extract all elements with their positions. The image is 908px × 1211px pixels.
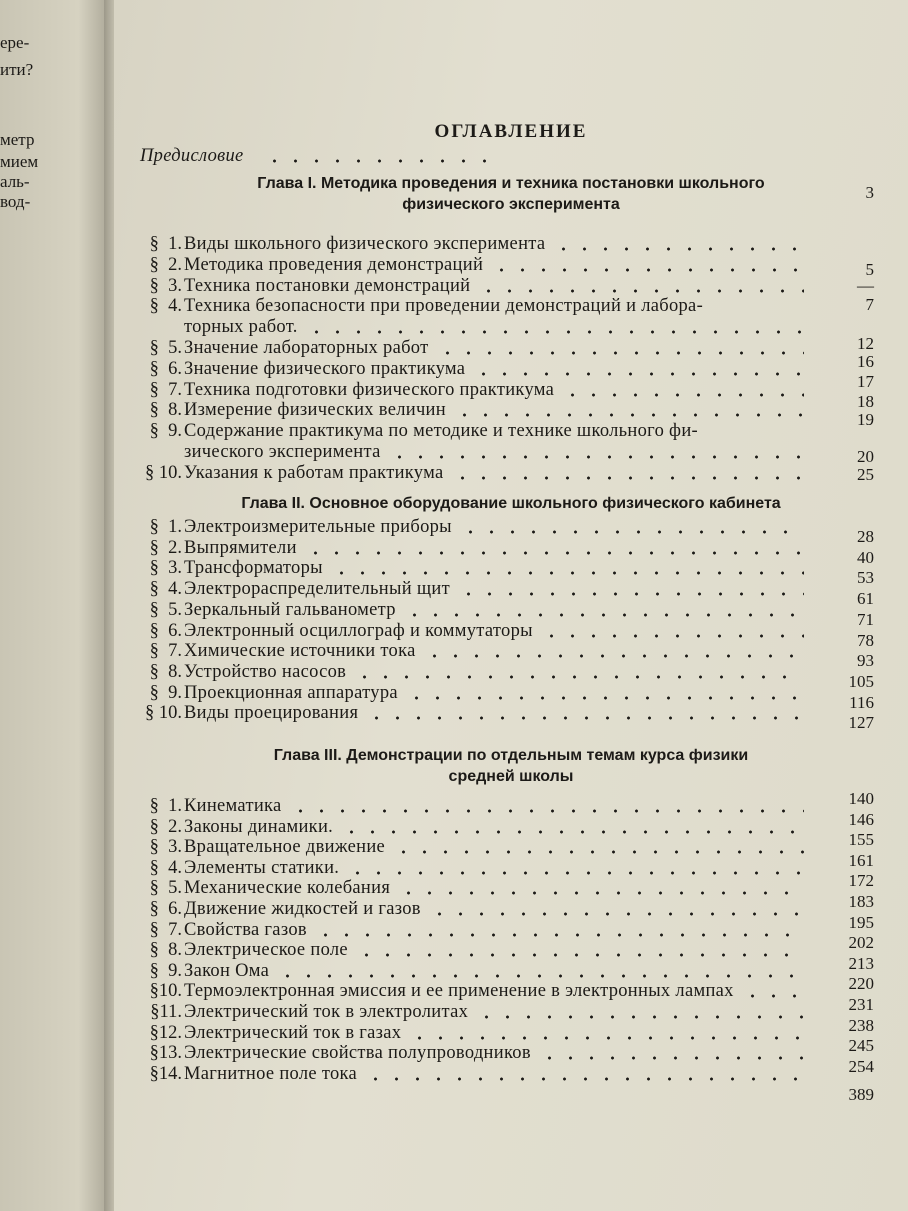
- section-title: Вращательное движение: [184, 837, 386, 858]
- section-title: Свойства газов: [184, 919, 307, 940]
- section-title: Магнитное поле тока: [184, 1063, 358, 1084]
- section-title: Техника подготовки физического практикума: [184, 379, 555, 400]
- page-number: 389: [848, 1085, 874, 1104]
- page-ref: 238: [848, 1015, 874, 1035]
- page-ref: 127: [848, 713, 874, 733]
- section-number: § 2.: [149, 816, 182, 837]
- section-title: Элементы статики.: [184, 857, 340, 878]
- page-ref: 71: [857, 609, 874, 629]
- section-number: § 1.: [149, 796, 182, 816]
- leader-dots: [476, 1002, 804, 1022]
- toc-row: [114, 276, 908, 296]
- toc-row: [114, 961, 908, 981]
- left-page-text: вод-: [0, 192, 31, 211]
- leader-dots: [331, 558, 804, 578]
- chapter-2-title: Глава II. Основное оборудование школьного физического кабинета: [241, 495, 781, 512]
- left-page-text: мием: [0, 152, 39, 171]
- toc-row: [114, 296, 908, 316]
- page-ref: 202: [848, 933, 874, 953]
- leader-dots: [458, 579, 804, 599]
- leader-dots: [264, 146, 504, 166]
- page-ref: 231: [848, 995, 874, 1014]
- section-title: Химические источники тока: [184, 641, 416, 662]
- toc-row: [114, 380, 908, 400]
- toc-row: [114, 621, 908, 641]
- page-ref: 105: [848, 671, 874, 691]
- leader-dots: [347, 858, 804, 878]
- chapter-3-title: Глава III. Демонстрации по отдельным темам курса физики: [273, 747, 749, 764]
- page-ref: 245: [848, 1036, 874, 1056]
- section-number: § 8.: [149, 940, 182, 961]
- section-title: Измерение физических величин: [184, 400, 446, 421]
- chapter-2-heading: [114, 493, 908, 514]
- leader-dots: [306, 317, 804, 337]
- toc-row: [114, 662, 908, 682]
- section-title: Электрическое поле: [184, 940, 348, 961]
- toc-row: [114, 421, 908, 441]
- page-ref: 12: [857, 334, 874, 353]
- leader-dots: [424, 641, 804, 661]
- section-number: § 10.: [145, 462, 182, 483]
- section-number: § 3.: [149, 275, 182, 296]
- section-title: Методика проведения демонстраций: [184, 254, 484, 275]
- section-number: § 7.: [149, 641, 182, 662]
- section-number: § 7.: [149, 919, 182, 940]
- section-title: Кинематика: [184, 796, 282, 816]
- section-number: § 4.: [149, 579, 182, 600]
- leader-dots: [478, 276, 804, 296]
- left-page-text: аль-: [0, 172, 30, 191]
- page-ref: 17: [857, 372, 874, 391]
- toc-row: [114, 703, 908, 723]
- section-title: Проекционная аппаратура: [184, 682, 398, 703]
- toc-row: [114, 463, 908, 483]
- section-number: § 2.: [149, 254, 182, 275]
- section-title: Техника постановки демонстраций: [184, 275, 471, 296]
- toc-row: [114, 579, 908, 599]
- leader-dots: [539, 1043, 804, 1063]
- toc-row: [114, 338, 908, 358]
- leader-dots: [473, 359, 804, 379]
- leader-dots: [341, 817, 804, 837]
- section-title: Движение жидкостей и газов: [184, 899, 421, 919]
- section-title: Значение физического практикума: [184, 358, 466, 379]
- section-number: § 2.: [149, 537, 182, 558]
- page-ref: 5: [865, 260, 874, 279]
- toc-row: [114, 641, 908, 661]
- toc-row: [114, 1023, 908, 1043]
- section-title: Трансформаторы: [184, 558, 323, 579]
- page-ref: 195: [848, 912, 874, 932]
- page-ref: 19: [857, 410, 874, 429]
- leader-dots: [393, 837, 804, 857]
- page-ref: 93: [857, 651, 874, 671]
- leader-dots: [429, 899, 804, 919]
- chapter-3-title-cont: средней школы: [448, 768, 574, 785]
- toc-row: [114, 400, 908, 420]
- toc-row: [114, 1043, 908, 1063]
- leader-dots: [406, 683, 804, 703]
- page-ref: 78: [857, 630, 874, 650]
- leader-dots: [305, 538, 804, 558]
- toc-row: [114, 837, 908, 857]
- left-page-text: ити?: [0, 60, 34, 79]
- toc-row: [114, 517, 908, 537]
- section-title: Электроизмерительные приборы: [184, 517, 452, 537]
- page-ref: 172: [848, 871, 874, 891]
- toc-row: [114, 817, 908, 837]
- toc-row: [114, 878, 908, 898]
- page-ref: 161: [848, 850, 874, 870]
- section-title: торных работ.: [184, 317, 298, 338]
- chapter-3-heading: [114, 745, 908, 787]
- toc-row: [114, 899, 908, 919]
- toc-row: [114, 920, 908, 940]
- section-number: §10.: [149, 981, 182, 1002]
- toc-row: [114, 683, 908, 703]
- page-ref: 25: [857, 465, 874, 484]
- page-ref: 220: [848, 974, 874, 994]
- toc-row: [114, 442, 908, 462]
- section-number: §14.: [149, 1063, 182, 1084]
- toc-row: [114, 981, 908, 1001]
- toc-row: [114, 940, 908, 960]
- page-ref: 16: [857, 352, 874, 371]
- page-ref: 155: [848, 830, 874, 850]
- leader-dots: [398, 878, 804, 898]
- section-title: Электрораспределительный щит: [184, 579, 450, 600]
- section-title: Устройство насосов: [184, 661, 347, 682]
- leader-dots: [290, 796, 804, 816]
- toc-page: [114, 0, 908, 1211]
- leader-dots: [460, 517, 804, 537]
- leader-dots: [454, 400, 804, 420]
- section-number: § 5.: [149, 599, 182, 620]
- section-title: Термоэлектронная эмиссия и ее применение в электронных лампах: [184, 981, 734, 1002]
- section-title: Техника безопасности при проведении демонстраций и лабора-: [184, 296, 704, 317]
- page-ref: 18: [857, 392, 874, 411]
- page-title: ОГЛАВЛЕНИЕ: [434, 121, 588, 142]
- page-ref: 254: [848, 1056, 874, 1076]
- toc-row: [114, 1064, 908, 1084]
- section-number: § 7.: [149, 379, 182, 400]
- toc-row: [114, 1002, 908, 1022]
- page-ref: 28: [857, 527, 874, 546]
- section-title: Электрический ток в электролитах: [184, 1002, 469, 1022]
- section-number: §11.: [150, 1002, 182, 1022]
- page-ref: 40: [857, 547, 874, 567]
- leader-dots: [389, 442, 804, 462]
- section-number: § 4.: [149, 296, 182, 317]
- section-number: § 6.: [149, 620, 182, 641]
- leader-dots: [541, 621, 804, 641]
- section-title: Законы динамики.: [184, 816, 334, 837]
- section-number: § 3.: [149, 558, 182, 579]
- section-title: Указания к работам практикума: [184, 462, 444, 483]
- toc-row: [114, 858, 908, 878]
- section-title: Закон Ома: [184, 960, 270, 981]
- leader-dots: [452, 463, 804, 483]
- section-title: Виды проецирования: [184, 703, 359, 724]
- left-page-text: метр: [0, 130, 35, 149]
- toc-row: [114, 255, 908, 275]
- section-number: § 1.: [149, 517, 182, 537]
- leader-dots: [365, 1064, 804, 1084]
- section-number: § 6.: [149, 358, 182, 379]
- section-number: § 9.: [149, 682, 182, 703]
- page-ref: 183: [848, 892, 874, 911]
- page-ref: 146: [848, 809, 874, 829]
- chapter-1-heading: [114, 173, 908, 215]
- page-ref: 53: [857, 568, 874, 588]
- leader-dots: [366, 703, 804, 723]
- page-ref: 140: [848, 789, 874, 808]
- toc-row: [114, 234, 908, 254]
- section-title: Электрические свойства полупроводников: [184, 1043, 531, 1064]
- leader-dots: [356, 940, 804, 960]
- section-number: § 10.: [145, 703, 182, 724]
- section-title: Содержание практикума по методике и технике школьного фи-: [184, 421, 698, 442]
- section-number: § 9.: [149, 421, 182, 442]
- section-number: § 8.: [149, 400, 182, 421]
- page-ref: 7: [865, 295, 874, 314]
- page-ref: —: [857, 276, 874, 295]
- section-number: §12.: [149, 1022, 182, 1043]
- toc-row: [114, 600, 908, 620]
- left-page-edge: [0, 0, 112, 1211]
- section-title: Зеркальный гальванометр: [184, 599, 396, 620]
- section-number: § 4.: [149, 857, 182, 878]
- section-title: Электронный осциллограф и коммутаторы: [184, 620, 533, 641]
- leader-dots: [404, 600, 804, 620]
- section-number: §13.: [149, 1043, 182, 1064]
- page-ref: 20: [857, 447, 874, 466]
- section-number: § 5.: [149, 878, 182, 899]
- section-number: § 9.: [149, 960, 182, 981]
- toc-row: [114, 317, 908, 337]
- section-number: § 1.: [149, 234, 182, 254]
- leader-dots: [553, 234, 804, 254]
- section-title: Электрический ток в газах: [184, 1022, 402, 1043]
- section-number: § 8.: [149, 661, 182, 682]
- preface-label: Предисловие: [140, 146, 244, 166]
- leader-dots: [742, 981, 804, 1001]
- toc-row: [114, 359, 908, 379]
- page-ref: 213: [848, 953, 874, 973]
- section-number: § 5.: [149, 338, 182, 358]
- page-ref: 3: [865, 183, 874, 202]
- leader-dots: [409, 1023, 804, 1043]
- section-title: Виды школьного физического эксперимента: [184, 234, 546, 254]
- page-ref: 116: [849, 692, 874, 712]
- leader-dots: [315, 920, 804, 940]
- section-title: Значение лабораторных работ: [184, 338, 429, 358]
- page-ref: 61: [857, 589, 874, 609]
- toc-row: [114, 538, 908, 558]
- section-title: зического эксперимента: [184, 442, 381, 462]
- chapter-1-title-cont: физического эксперимента: [402, 196, 620, 213]
- leader-dots: [437, 338, 804, 358]
- toc-row: [114, 558, 908, 578]
- section-title: Механические колебания: [184, 878, 391, 899]
- toc-row: [114, 796, 908, 816]
- toc-row-preface: [114, 146, 908, 166]
- leader-dots: [277, 961, 804, 981]
- leader-dots: [354, 662, 804, 682]
- section-number: § 3.: [149, 837, 182, 858]
- left-page-text: ере-: [0, 33, 30, 52]
- chapter-1-title: Глава I. Методика проведения и техника постановки школьного: [257, 175, 765, 192]
- leader-dots: [491, 255, 804, 275]
- section-number: § 6.: [149, 899, 182, 919]
- section-title: Выпрямители: [184, 537, 297, 558]
- leader-dots: [562, 380, 804, 400]
